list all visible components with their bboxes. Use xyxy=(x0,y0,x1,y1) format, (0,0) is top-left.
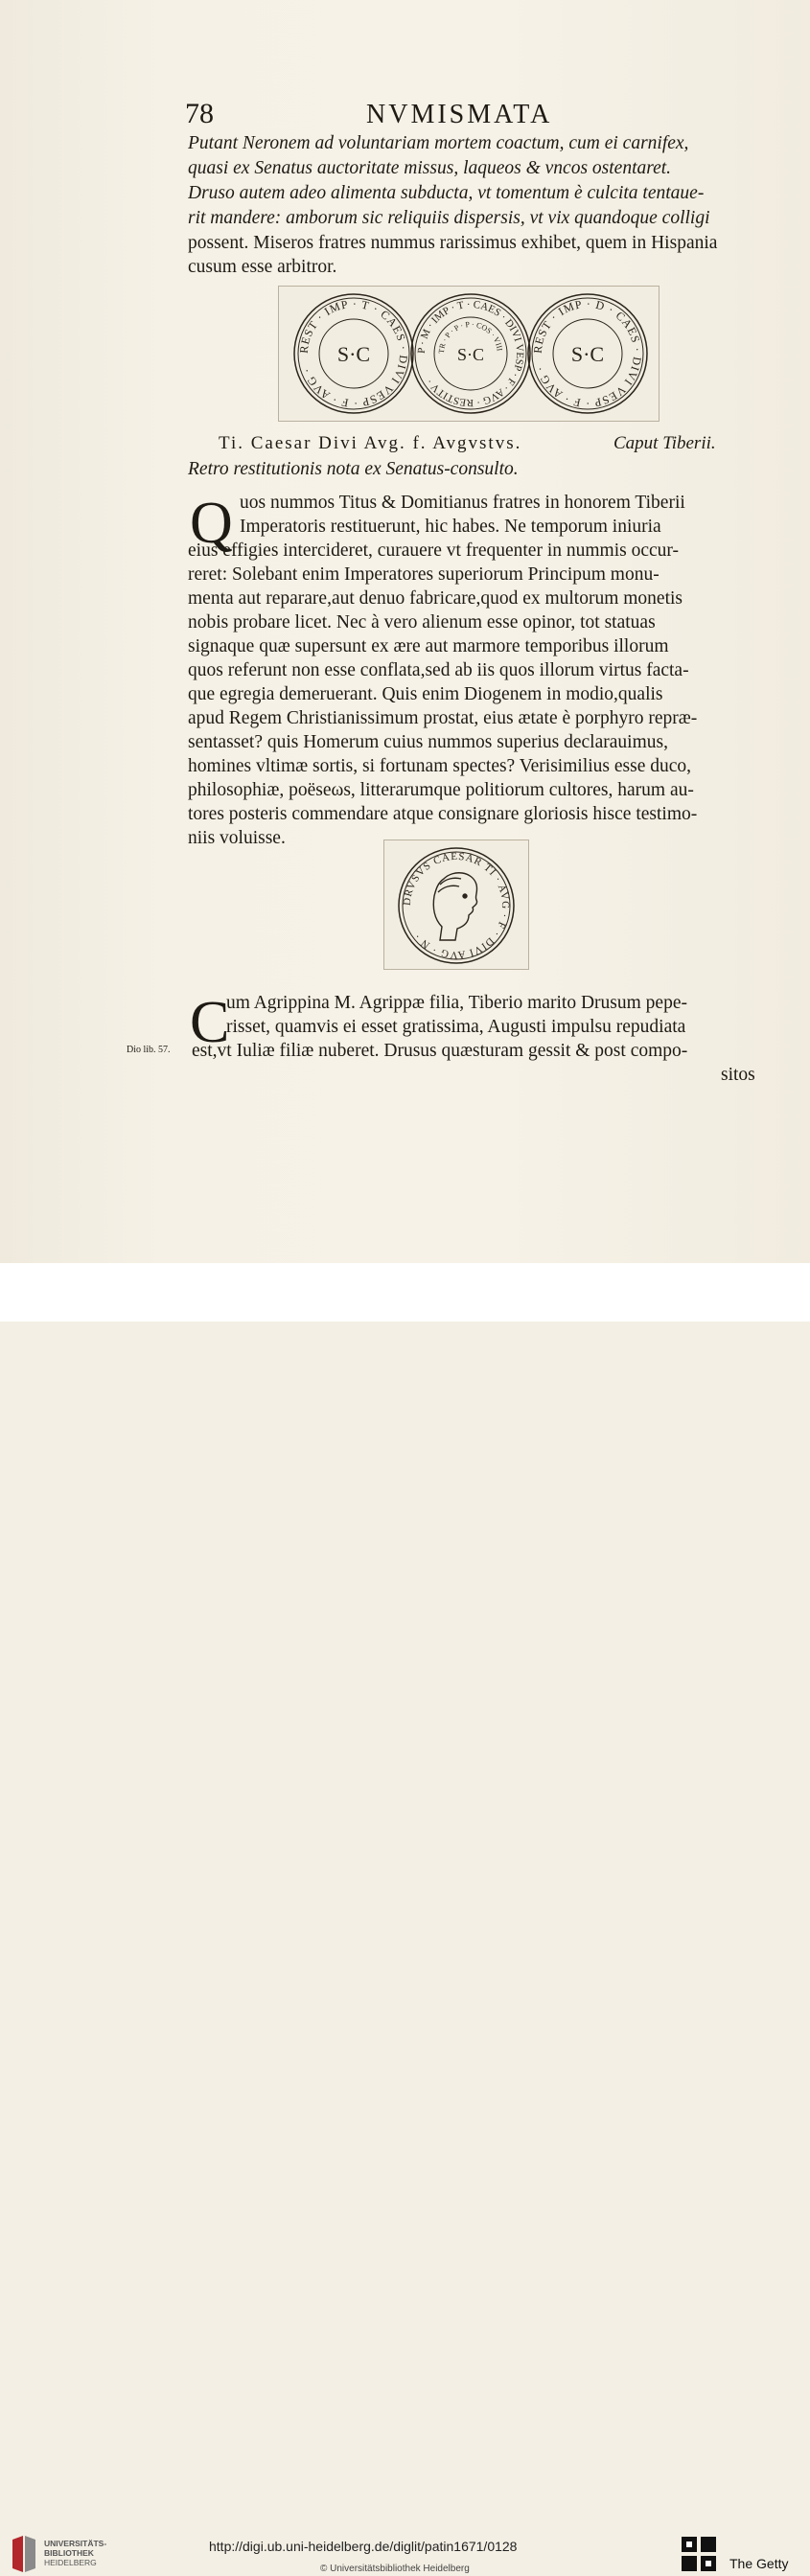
library-name-line: UNIVERSITÄTS- xyxy=(44,2539,107,2548)
text-line: est,vt Iuliæ filiæ nuberet. Drusus quæsturam gessit & post compo- xyxy=(192,1041,688,1061)
text-line: apud Regem Christianissimum prostat, eius ætate è porphyro repræ- xyxy=(188,708,698,728)
coin-caption-line2: Retro restitutionis nota ex Senatus-consulto. xyxy=(188,459,519,479)
partner-name: The Getty xyxy=(729,2556,789,2571)
coin-center: S·C xyxy=(336,342,371,366)
library-name xyxy=(44,2539,106,2567)
text-line: Imperatoris restituerunt, hic habes. Ne temporum iniuria xyxy=(240,517,661,537)
catchword: sitos xyxy=(721,1065,755,1085)
text-line: quasi ex Senatus auctoritate missus, laqueos & vncos ostentaret. xyxy=(188,158,672,178)
text-line: risset, quamvis ei esset gratissima, Augusti impulsu repudiata xyxy=(226,1017,686,1037)
text-line: niis voluisse. xyxy=(188,828,286,848)
coin-center: S·C xyxy=(456,345,485,364)
text-line: uos nummos Titus & Domitianus fratres in honorem Tiberii xyxy=(240,493,685,513)
text-line: homines vltimæ sortis, si fortunam spectes? Verisimilius esse duco, xyxy=(188,756,692,776)
text-line: possent. Miseros fratres nummus rarissimus exhibet, quem in Hispania xyxy=(188,233,718,253)
coin-1 xyxy=(294,294,413,413)
margin-note: Dio lib. 57. xyxy=(127,1045,171,1055)
text-line: Putant Neronem ad voluntariam mortem coactum, cum ei carnifex, xyxy=(188,133,689,153)
portrait-coin-engraving xyxy=(384,840,528,969)
text-line: nobis probare licet. Nec à vero alienum esse opinor, tot statuas xyxy=(188,612,656,632)
coin-caption: Ti. Caesar Divi Avg. f. Avgvstvs. xyxy=(219,433,522,453)
emperor-head-icon xyxy=(433,873,476,940)
scanned-page xyxy=(0,0,810,1263)
text-line: que egregia demeruerant. Quis enim Diogenem in modio,qualis xyxy=(188,684,663,704)
coin-2 xyxy=(411,294,530,413)
coin-legend: P · M · IMP · T · CAES · DIVI VESP · F · AVG · RESTITV · xyxy=(415,298,526,409)
coin-plate-top xyxy=(278,286,660,422)
text-line: sentasset? quis Homerum cuius nummos superius declarauimus, xyxy=(188,732,668,752)
text-line: reret: Solebant enim Imperatores superiorum Principum monu- xyxy=(188,564,660,585)
coin-3 xyxy=(528,294,647,413)
text-line: cusum esse arbitror. xyxy=(188,257,337,277)
getty-logo-icon xyxy=(682,2537,716,2571)
coin-legend: DRVSVS CAESAR TI · AVG · F · DIVI AVG · N · xyxy=(401,850,512,961)
viewer-footer xyxy=(0,1263,810,2574)
coin-legend: REST · IMP · D · CAES · DIVI VESP · F · AVG · xyxy=(530,296,645,411)
library-name-line: HEIDELBERG xyxy=(44,2558,97,2567)
coin-caption-italic: Caput Tiberii. xyxy=(613,433,716,453)
page-number: 78 xyxy=(185,98,214,129)
drop-cap: Q xyxy=(190,491,233,556)
university-library-logo-icon xyxy=(10,2534,38,2576)
text-line: menta aut reparare,aut denuo fabricare,quod ex multorum monetis xyxy=(188,588,683,609)
drop-cap: C xyxy=(190,990,230,1055)
coin-engraving-row xyxy=(279,287,659,421)
coin-plate-portrait xyxy=(383,840,529,970)
text-line: eius effigies intercideret, curauere vt frequenter in nummis occur- xyxy=(188,540,679,561)
coin-inner-legend: TR · P · P · P · COS · VIII xyxy=(436,319,504,355)
text-line: rit mandere: amborum sic reliquiis dispersis, vt vix quandoque colligi xyxy=(188,208,710,228)
library-name-line: BIBLIOTHEK xyxy=(44,2548,94,2558)
text-line: quos referunt non esse conflata,sed ab iis quos illorum virtus facta- xyxy=(188,660,689,680)
coin-legend: REST · IMP · T · CAES · DIVI VESP · F · AVG · xyxy=(296,296,411,411)
text-line: tores posteris commendare atque consignare gloriosis hisce testimo- xyxy=(188,804,698,824)
text-line: um Agrippina M. Agrippæ filia, Tiberio marito Drusum pepe- xyxy=(226,993,687,1013)
copyright-notice: © Universitätsbibliothek Heidelberg xyxy=(320,2564,470,2574)
permalink[interactable]: http://digi.ub.uni-heidelberg.de/diglit/patin1671/0128 xyxy=(209,2539,518,2554)
coin-center: S·C xyxy=(570,342,605,366)
text-line: signaque quæ supersunt ex ære aut marmore temporibus illorum xyxy=(188,636,669,656)
text-line: philosophiæ, poëseωs, litterarumque politiorum cultores, harum au- xyxy=(188,780,694,800)
text-line: Druso autem adeo alimenta subducta, vt tomentum è culcita tentaue- xyxy=(188,183,705,203)
running-title: NVMISMATA xyxy=(366,100,553,129)
